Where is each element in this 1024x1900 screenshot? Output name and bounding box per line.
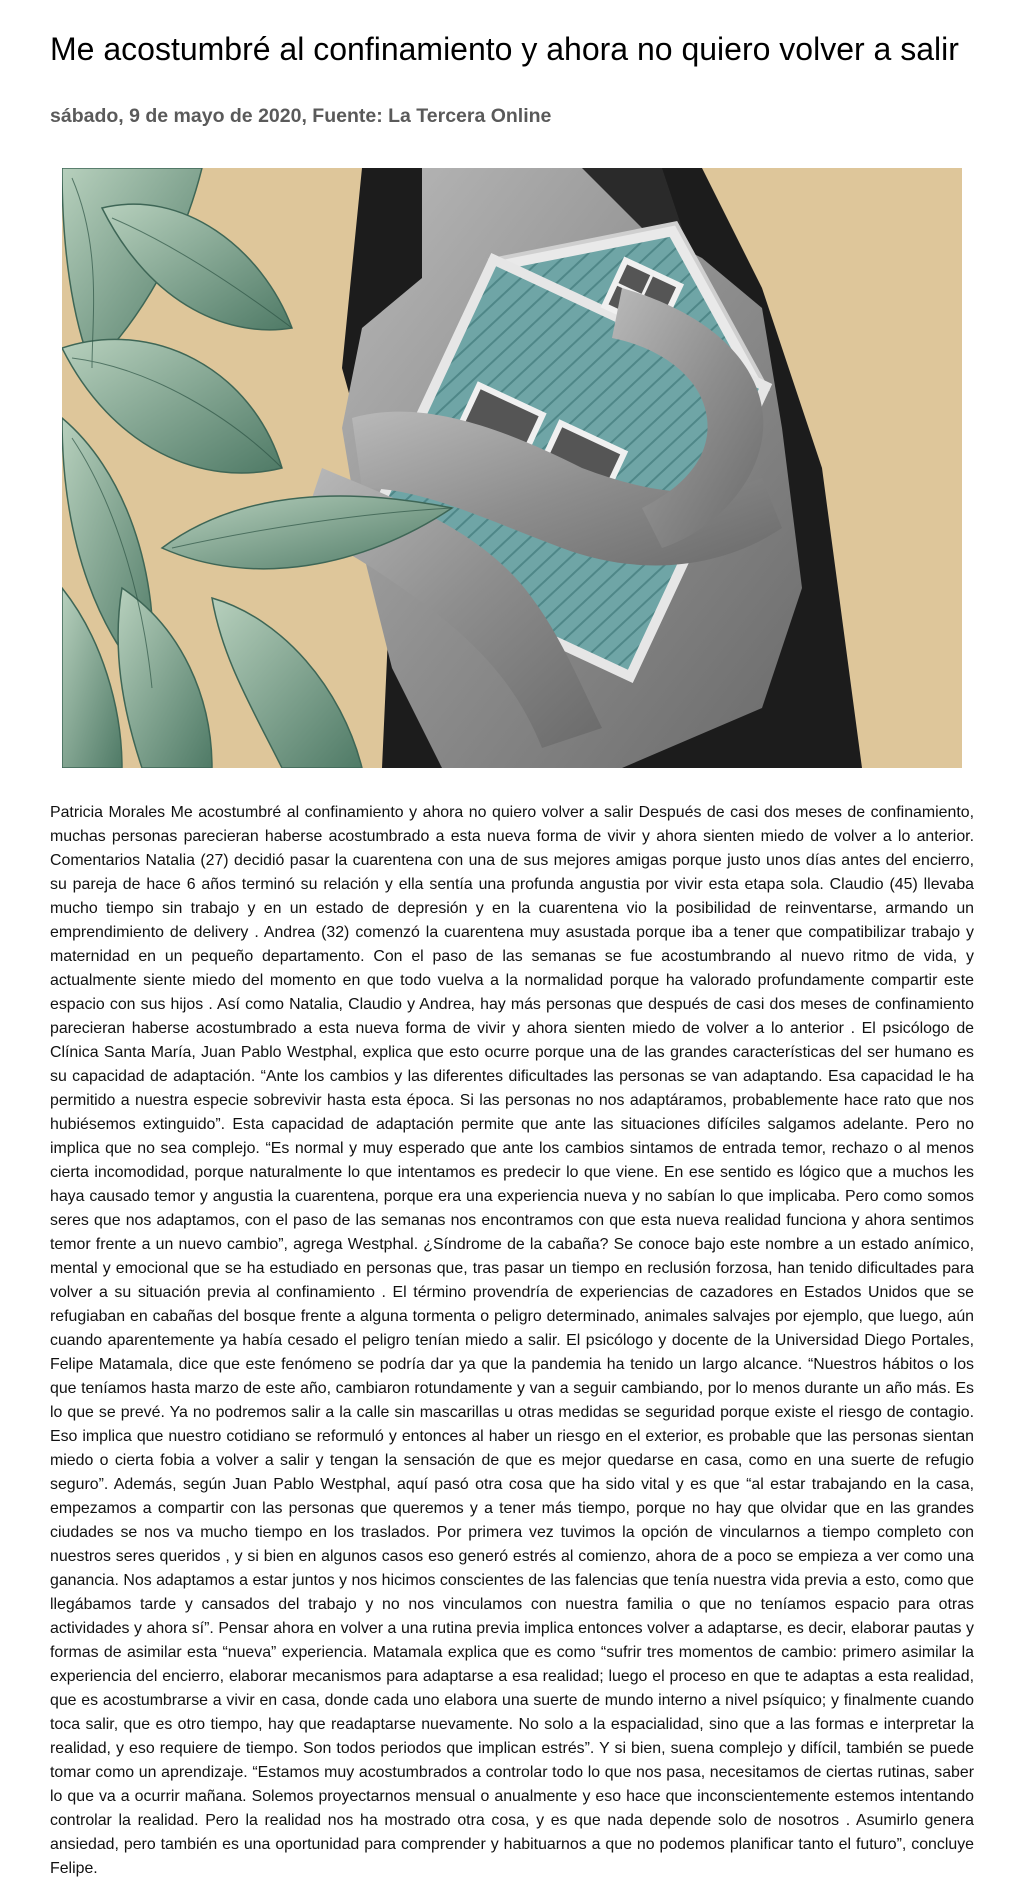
article-image	[62, 168, 962, 768]
article-body: Patricia Morales Me acostumbré al confinamiento y ahora no quiero volver a salir Después de casi dos meses de confinamiento, muchas personas parecieran haberse acostumbrado a esta nueva forma de vivir y ahora sienten miedo de volver a lo anterior. Comentarios Natalia (27) decidió pasar la cuarentena con una de sus mejores amigas porque justo unos días antes del encierro, su pareja de hace 6 años terminó su relación y ella sentía una profunda angustia por vivir esta etapa sola. Claudio (45) llevaba mucho tiempo sin trabajo y en un estado de depresión y en la cuarentena vio la posibilidad de reinventarse, armando un emprendimiento de delivery . Andrea (32) comenzó la cuarentena muy asustada porque iba a tener que compatibilizar trabajo y maternidad en un pequeño departamento. Con el paso de las semanas se fue acostumbrando al nuevo ritmo de vida, y actualmente siente miedo del momento en que todo vuelva a la normalidad porque ha valorado profundamente compartir este espacio con sus hijos . Así como Natalia, Claudio y Andrea, hay más personas que después de casi dos meses de confinamiento parecieran haberse acostumbrado a esta nueva forma de vivir y ahora sienten miedo de volver a lo anterior . El psicólogo de Clínica Santa María, Juan Pablo Westphal, explica que esto ocurre porque una de las grandes características del ser humano es su capacidad de adaptación. “Ante los cambios y las diferentes dificultades las personas se van adaptando. Esa capacidad le ha permitido a nuestra especie sobrevivir hasta esta época. Si las personas no nos adaptáramos, probablemente hace rato que nos hubiésemos extinguido”. Esta capacidad de adaptación permite que ante las situaciones difíciles salgamos adelante. Pero no implica que no sea complejo. “Es normal y muy esperado que ante los cambios sintamos de entrada temor, rechazo o al menos cierta incomodidad, porque naturalmente lo que intentamos es predecir lo que viene. En ese sentido es lógico que a muchos les haya causado temor y angustia la cuarentena, porque era una experiencia nueva y no sabían lo que implicaba. Pero como somos seres que nos adaptamos, con el paso de las semanas nos encontramos con que esta nueva realidad funciona y ahora sentimos temor frente a un nuevo cambio”, agrega Westphal. ¿Síndrome de la cabaña? Se conoce bajo este nombre a un estado anímico, mental y emocional que se ha estudiado en personas que, tras pasar un tiempo en reclusión forzosa, han tenido dificultades para volver a su situación previa al confinamiento . El término provendría de experiencias de cazadores en Estados Unidos que se refugiaban en cabañas del bosque frente a alguna tormenta o peligro determinado, animales salvajes por ejemplo, que luego, aún cuando aparentemente ya había cesado el peligro tenían miedo a salir. El psicólogo y docente de la Universidad Diego Portales, Felipe Matamala, dice que este fenómeno se podría dar ya que la pandemia ha tenido un largo alcance. “Nuestros hábitos o los que teníamos hasta marzo de este año, cambiaron rotundamente y van a seguir cambiando, por lo menos durante un año más. Es lo que se prevé. Ya no podremos salir a la calle sin mascarillas u otras medidas se seguridad porque existe el riesgo de contagio. Eso implica que nuestro cotidiano se reformuló y entonces al haber un riesgo en el exterior, es probable que las personas sientan miedo o cierta fobia a volver a salir y tengan la sensación de que es mejor quedarse en casa, como en una suerte de refugio seguro”. Además, según Juan Pablo Westphal, aquí pasó otra cosa que ha sido vital y es que “al estar trabajando en la casa, empezamos a compartir con las personas que queremos y a tener más tiempo, porque no hay que olvidar que en las grandes ciudades se nos va mucho tiempo en los traslados. Por primera vez tuvimos la opción de vincularnos a tiempo completo con nuestros seres queridos , y si bien en algunos casos eso generó estrés al comienzo, ahora de a poco se empieza a ver como una ganancia. Nos adaptamos a estar juntos y nos hicimos conscientes de las falencias que tenía nuestra vida previa a esto, como que llegábamos tarde y cansados del trabajo y no nos vinculamos con nuestra familia o que no teníamos espacio para otras actividades y ahora sí”. Pensar ahora en volver a una rutina previa implica entonces volver a adaptarse, es decir, elaborar pautas y formas de asimilar esta “nueva” experiencia. Matamala explica que es como “sufrir tres momentos de cambio: primero asimilar la experiencia del encierro, elaborar mecanismos para adaptarse a esa realidad; luego el proceso en que te adaptas a esta realidad, que es acostumbrarse a vivir en casa, donde cada uno elabora una suerte de mundo interno a nivel psíquico; y finalmente cuando toca salir, que es otro tiempo, hay que readaptarse nuevamente. No solo a la espacialidad, sino que a las formas e interpretar la realidad, y eso requiere de tiempo. Son todos periodos que implican estrés”. Y si bien, suena complejo y difícil, también se puede tomar como un aprendizaje. “Estamos muy acostumbrados a controlar todo lo que nos pasa, necesitamos de ciertas rutinas, saber lo que va a ocurrir mañana. Solemos proyectarnos mensual o anualmente y eso hace que inconscientemente estemos intentando controlar la realidad. Pero la realidad nos ha mostrado otra cosa, y es que nada depende solo de nosotros . Asumirlo genera ansiedad, pero también es una oportunidad para comprender y habituarnos a que no podemos planificar tanto el futuro”, concluye Felipe.	[50, 804, 974, 1877]
house-hug-illustration-icon	[62, 168, 962, 768]
article-dateline: sábado, 9 de mayo de 2020, Fuente: La Tercera Online	[50, 105, 552, 127]
article-title: Me acostumbré al confinamiento y ahora no quiero volver a salir	[50, 31, 959, 67]
